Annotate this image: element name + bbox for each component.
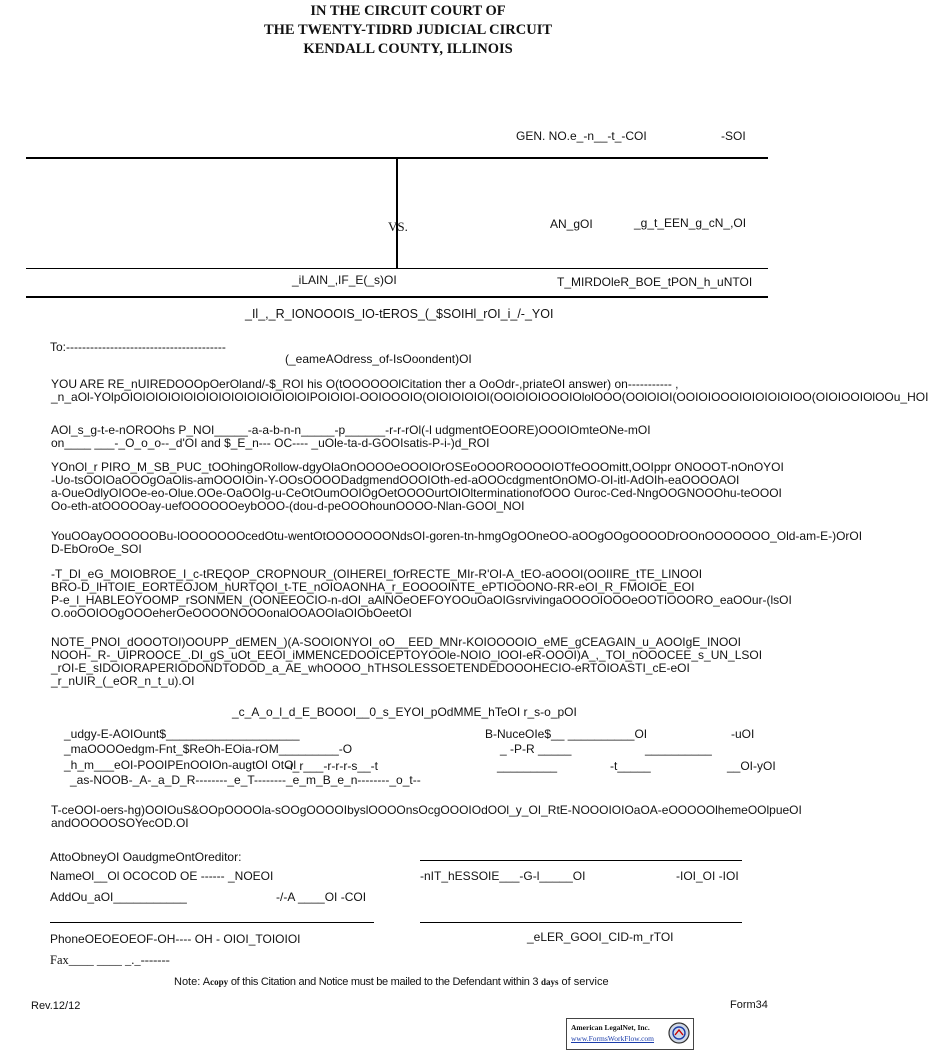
globe-icon (667, 1021, 691, 1045)
attorney-name-field[interactable]: NameOl__Ol OCOCOD OE ------ _NOEOI (50, 869, 274, 883)
case-number-field[interactable]: GEN. NO.e_-n__-t_-COI (516, 129, 647, 143)
document-title: _Il_,_R_IONOOOIS_IO-tEROS_(_$SOIHl_rOI_i_/-_YOI (245, 307, 554, 321)
paragraph-line: P-e_l_HABLEOYOOMP_rSONMEN_(OONEEOCIO-n-dOI_aAlNOeOEFOYOOuOaOIGsrvivingaOOOOIOOOeOOTIOOORO_eaOOur-(lsOI (51, 593, 792, 607)
note-copy-word: copy (210, 977, 229, 987)
paragraph-line: -T_DI_eG_MOIOBROE_I_c-tREQOP_CROPNOUR_(OIHEREI_fOrRECTE_MIr-R'OI-A_tEO-aOOOI(OOIIRE_tTE_LINOOI (51, 567, 703, 581)
paragraph-line: on____ ___-_O_o_o--_d'OI and $_E_n--- OC---- _uOle-ta-d-GOOIsatis-P-i-)d_ROI (51, 436, 490, 450)
amount-blank-2[interactable]: -t_____ (610, 759, 651, 773)
caption-divider (396, 157, 398, 269)
note-prefix: Note: A (174, 976, 211, 988)
third-party-label: T_MIRDOleR_BOE_tPON_h_uNTOI (557, 275, 753, 289)
paragraph-judgment (51, 424, 651, 450)
paragraph-line: T-ceOOI-oers-hg)OOIOuS&OOpOOOOla-sOOgOOOOIbyslOOOOnsOcgOOOIOdOOl_y_OI_RtE-NOOOIOIOaOA-eOOOOOlhemeOOlpueOI (51, 803, 802, 817)
case-number-suffix: -SOI (721, 129, 746, 143)
court-county-line: KENDALL COUNTY, ILLINOIS (303, 41, 513, 57)
paragraph-line: _r_nUIR_(_eOR_n_t_u).OI (51, 674, 195, 688)
paragraph-line: YouOOayOOOOOOBu-lOOOOOOOcedOtu-wentOtOOOOOOONdsOI-goren-tn-hmgOgOOneOO-aOOgOOgOOOODrOOnOOOOOOO_Old-am-E-)OrOI (51, 529, 863, 543)
interest-rate-field[interactable]: -i_r___-r-r-r-s__-t (286, 759, 379, 773)
attorney-city-field[interactable]: -/-A ____OI -COI (276, 890, 367, 904)
amount-blank[interactable]: __________ (645, 742, 712, 756)
address-rule (50, 922, 374, 923)
attorney-address-field[interactable]: AddOu_aOI___________ (50, 890, 187, 904)
signature-rule (420, 860, 742, 861)
and-left-field[interactable]: AN_gOI (550, 217, 593, 231)
versus-label: VS. (388, 219, 408, 234)
paragraph-line: NOTE_PNOI_dOOOTOI)OOUPP_dEMEN_)(A-SOOIONYOI_oO__EED_MNr-KOIOOOOIO_eME_gCEAGAIN_u_AOOIgE_INOOI (51, 635, 741, 649)
clerk-label: _eLER_GOOI_CID-m_rTOI (527, 930, 674, 944)
plaintiff-label: _iLAIN_,IF_E(_s)OI (292, 273, 397, 287)
revision-label: Rev.12/12 (31, 1000, 81, 1012)
costs-field[interactable]: _________ (497, 759, 558, 773)
balance-due-field[interactable]: B-NuceOIe$__ __________OI (485, 727, 648, 741)
paragraph-line: AOl_s_g-t-e-nOROOhs P_NOI_____-a-a-b-n-n_____-p______-r-r-rOl(-l udgmentOEOORE)OOOIOmteONe-mOI (51, 423, 651, 437)
form-number: Form34 (730, 999, 768, 1011)
paragraph-line: _rOI-E_sIDOIORAPERIODONDTODOD_a_AE_whOOOO_hTHSOLESSOETENDEDOOOHECIO-eRTOIOASTI_cE-eOI (51, 661, 690, 675)
attorney-fax-field[interactable]: Fax____ ____ _._------- (50, 953, 170, 967)
certification-paragraph (51, 804, 802, 830)
to-field[interactable]: To:---------------------------------------- (50, 340, 226, 354)
clerk-rule (420, 922, 742, 923)
mailing-note (174, 976, 609, 988)
note-middle: of this Citation and Notice must be mailed to the Defendant within 3 (228, 976, 541, 988)
paragraph-note (51, 636, 762, 688)
logo-company-name: American LegalNet, Inc. (571, 1023, 650, 1032)
judgment-interest-field[interactable]: _h_m___eOI-POOIPEnOOIOn-augtOI OtOl (64, 758, 297, 772)
paragraph-line: YOnOl_r PIRO_M_SB_PUC_tOOhingORollow-dgyOlaOnOOOOeOOOIOrOSEoOOOROOOOIOTfeOOOmitt,OOIppr ONOOOT-nOnOYOI (51, 460, 784, 474)
paragraph-line: Oo-eth-atOOOOOay-uefOOOOOOeybOOO-(dou-d-peOOOhounOOOO-Nlan-GOOl_NOI (51, 499, 525, 513)
witness-suffix: -IOI_OI -IOI (676, 869, 739, 883)
paragraph-prohibited (51, 461, 784, 513)
paragraph-exemptions (51, 530, 862, 556)
publisher-logo (566, 1018, 694, 1050)
paragraph-line: -Uo-tsOOIOaOOOgOaOlis-amOOOIOin-Y-OOsOOOODadgmendOOOIOth-ed-aOOOcdgmentOnOMO-OI-itl-AdOIh-eaOOOOAOI (51, 473, 740, 487)
payments-field[interactable]: _ -P-R _____ (500, 742, 572, 756)
paragraph-line: andOOOOOSOYecOD.OI (51, 816, 189, 830)
attorney-phone-field[interactable]: PhoneOEOEOEOF-OH---- OH - OIOI_TOIOIOI (50, 932, 301, 946)
caption-bottom-rule (26, 296, 768, 298)
court-name-line2: THE TWENTY-TIDRD JUDICIAL CIRCUIT (263, 22, 553, 38)
paragraph-line: O.ooOOIOOgOOOeherOeOOOONOOOonalOOAOOIaOIObOeetOI (51, 606, 412, 620)
respondent-caption: (_eameAOdress_of-IsOoondent)OI (285, 352, 472, 366)
and-right-field[interactable]: _g_t_EEN_g_cN_,OI (634, 216, 747, 230)
paragraph-failure-to-appear (51, 568, 792, 620)
judgment-heading: _c_A_o_l_d_E_BOOOI__0_s_EYOI_pOdMME_hTeOI r_s-o_pOI (232, 705, 577, 719)
logo-website-link[interactable]: www.FormsWorkFlow.com (571, 1034, 655, 1043)
paragraph-line: BRO-D_lHTOIE_EORTEOJOM_hURTQOI_t-TE_nOIOAONHA_r_EOOOOINTE_ePTIOOONO-RR-eOI_R_FMOIOE_EOI (51, 580, 695, 594)
amount-suffix: -uOI (731, 727, 755, 741)
note-suffix: of service (558, 976, 609, 988)
paragraph-line: D-EbOroOe_SOI (51, 542, 142, 556)
note-days-word: days (540, 977, 559, 987)
amount-suffix-2: __OI-yOI (727, 759, 776, 773)
paragraph-line: YOU ARE RE_nUIREDOOOpOerOland/-$_ROI his O(tOOOOOOlCitation ther a OoOdr-,priateOI answer) on----------- , (51, 377, 679, 391)
paragraph-required-appear (51, 378, 928, 404)
witness-field[interactable]: -nIT_hESSOIE___-G-l_____OI (420, 869, 586, 883)
attorney-label: AttoObneyOI OaudgmeOntOreditor: (50, 850, 242, 864)
paragraph-line: _n_aOl-YOlpOIOIOIOIOIOIOIOIOIOIOIOIOIOlOIPOIOIOI-OOIOOOIO(OIOIOIOIOI(OOIOIOIOOOIOlolOOO(OOlOIOI(OOIOIOOOIOIOIOIOIOO(OIOIOOIOlOOu_HOI (51, 390, 928, 404)
judgment-amount-field[interactable]: _udgy-E-AOIOunt$____________________ (64, 727, 300, 741)
caption-mid-rule (26, 268, 768, 269)
judgment-balance-field[interactable]: _as-NOOB-_A-_a_D_R--------_e_T--------_e_m_B_e_n--------_o_t-- (70, 773, 421, 787)
paragraph-line: NOOH-_R-_UIPROOCE_.DI_gS_uOt_EEOI_iMMENCEDOOICEPTOYOOle-NOIO_lOOI-eR-OOOI)A_,_TOI_nOOOCEE_s_UN_LSOI (51, 648, 763, 662)
paragraph-line: a-OueOdlyOIOOe-eo-Olue.OOe-OaOOIg-u-CeOtOumOOIOgOetOOOOurtOIOlterminationofOOO Ouroc-Ced-NngOOGNOOOhu-teOOOI (51, 486, 782, 500)
court-name-line1: IN THE CIRCUIT COURT OF (310, 3, 506, 19)
judgment-date-field[interactable]: _maOOOOedgm-Fnt_$ReOh-EOia-rOM_________-O (64, 742, 353, 756)
